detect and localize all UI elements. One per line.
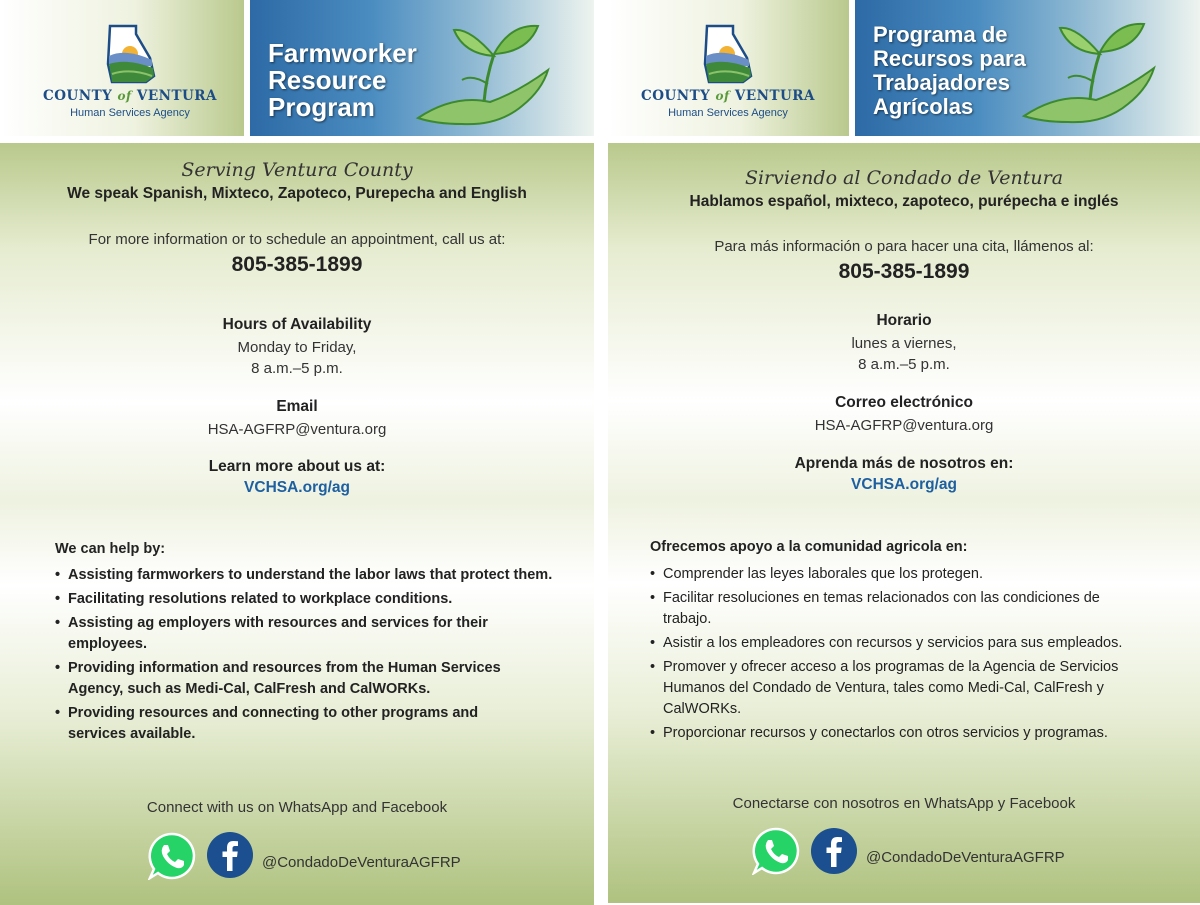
county-name: COUNTY of VENTURA <box>42 88 217 104</box>
program-title: Programa de Recursos para Trabajadores Agrícolas <box>873 22 1026 119</box>
facebook-icon[interactable] <box>810 827 858 875</box>
sprout-in-hand-icon <box>414 20 554 130</box>
program-title: Farmworker Resource Program <box>268 38 417 122</box>
serving-tagline: Serving Ventura County <box>181 159 413 181</box>
learn-more-label: Aprenda más de nosotros en: <box>794 455 1014 472</box>
list-item: • Proporcionar recursos y conectarlos con otros servicios y programas. <box>650 723 1160 744</box>
county-name: COUNTY of VENTURA <box>640 88 815 104</box>
sprout-in-hand-icon <box>1020 18 1160 128</box>
agency-name: Human Services Agency <box>668 107 788 119</box>
hours-days: lunes a viernes, <box>851 335 957 352</box>
county-map-icon <box>703 24 753 84</box>
help-list <box>650 564 1160 747</box>
flyer-body <box>608 143 1200 903</box>
social-handle[interactable]: @CondadoDeVenturaAGFRP <box>262 854 461 871</box>
title-banner <box>855 0 1200 136</box>
flyer-english <box>0 0 594 905</box>
header <box>0 0 594 136</box>
website-link[interactable]: VCHSA.org/ag <box>851 476 957 493</box>
info-text: For more information or to schedule an appointment, call us at: <box>88 231 506 248</box>
title-banner <box>250 0 594 136</box>
facebook-icon[interactable] <box>206 831 254 879</box>
list-item: • Assisting farmworkers to understand the labor laws that protect them. <box>55 565 555 586</box>
social-handle[interactable]: @CondadoDeVenturaAGFRP <box>866 849 1065 866</box>
county-map-icon <box>106 24 156 84</box>
connect-text: Conectarse con nosotros en WhatsApp y Facebook <box>732 795 1076 812</box>
flyer-body <box>0 143 594 905</box>
county-logo <box>0 0 244 136</box>
list-item: • Asistir a los empleadores con recursos y servicios para sus empleados. <box>650 633 1160 654</box>
email-address[interactable]: HSA-AGFRP@ventura.org <box>207 421 387 438</box>
header <box>608 0 1200 136</box>
list-item: • Comprender las leyes laborales que los protegen. <box>650 564 1160 585</box>
hours-label: Hours of Availability <box>222 316 372 333</box>
email-label: Email <box>276 398 318 415</box>
hours-time: 8 a.m.–5 p.m. <box>858 356 950 373</box>
hours-time: 8 a.m.–5 p.m. <box>251 360 343 377</box>
list-item: • Providing resources and connecting to other programs and services available. <box>55 703 535 745</box>
flyer-spanish <box>608 0 1200 905</box>
hours-label: Horario <box>876 312 932 329</box>
list-item: • Facilitating resolutions related to workplace conditions. <box>55 589 555 610</box>
help-heading: Ofrecemos apoyo a la comunidad agricola en: <box>650 539 968 555</box>
learn-more-label: Learn more about us at: <box>208 458 386 475</box>
languages-text: Hablamos español, mixteco, zapoteco, purépecha e inglés <box>689 193 1119 210</box>
county-logo <box>608 0 849 136</box>
list-item: • Facilitar resoluciones en temas relacionados con las condiciones de trabajo. <box>650 588 1130 630</box>
whatsapp-icon[interactable] <box>148 832 196 880</box>
list-item: • Providing information and resources from the Human Services Agency, such as Medi-Cal, CalFresh and CalWORKs. <box>55 658 515 700</box>
whatsapp-icon[interactable] <box>752 827 800 875</box>
phone-number[interactable]: 805-385-1899 <box>838 260 970 283</box>
phone-number[interactable]: 805-385-1899 <box>231 253 363 276</box>
hours-days: Monday to Friday, <box>237 339 357 356</box>
connect-text: Connect with us on WhatsApp and Facebook <box>146 799 448 816</box>
info-text: Para más información o para hacer una cita, llámenos al: <box>714 238 1094 255</box>
email-address[interactable]: HSA-AGFRP@ventura.org <box>814 417 994 434</box>
list-item: • Assisting ag employers with resources and services for their employees. <box>55 613 495 655</box>
list-item: • Promover y ofrecer acceso a los programas de la Agencia de Servicios Humanos del Condado de Ventura, tales como Medi-Cal, CalFresh y CalWORKs. <box>650 657 1148 720</box>
email-label: Correo electrónico <box>835 394 973 411</box>
help-heading: We can help by: <box>55 541 166 557</box>
agency-name: Human Services Agency <box>70 107 190 119</box>
help-list <box>55 565 555 748</box>
serving-tagline: Sirviendo al Condado de Ventura <box>744 167 1064 189</box>
languages-text: We speak Spanish, Mixteco, Zapoteco, Purepecha and English <box>67 185 527 202</box>
website-link[interactable]: VCHSA.org/ag <box>244 479 350 496</box>
